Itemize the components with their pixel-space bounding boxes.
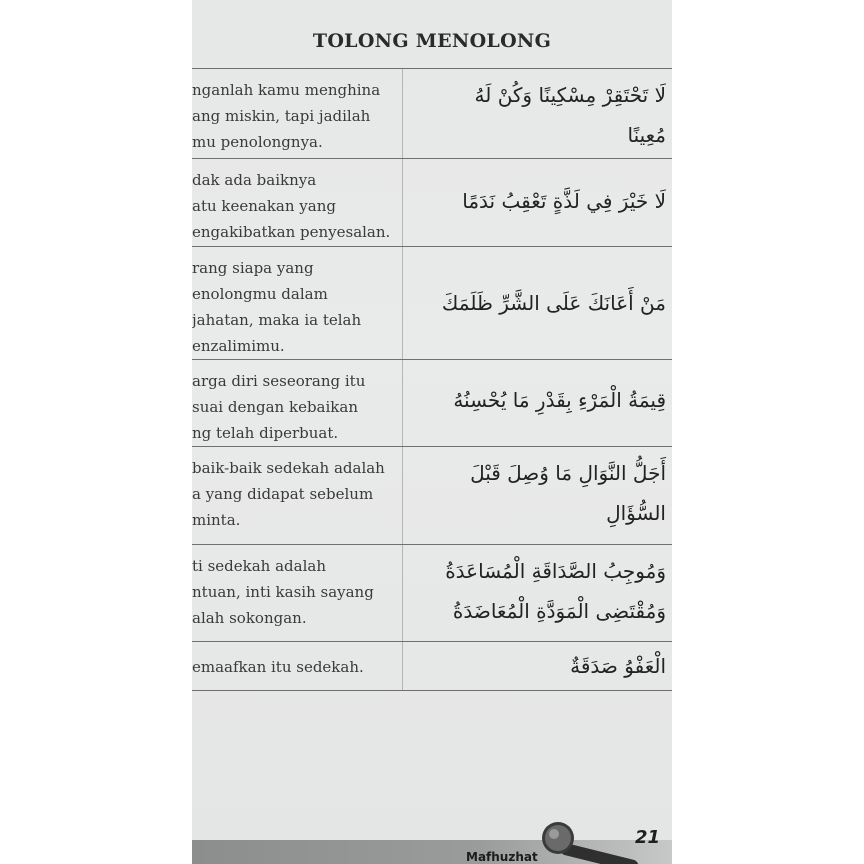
malay-translation — [192, 167, 402, 245]
malay-line: baik-baik sedekah adalah — [192, 459, 385, 477]
column-divider — [402, 642, 403, 690]
arabic-line: وَمُوجِبُ الصَّدَاقَةِ الْمُسَاعَدَةُ — [445, 559, 666, 583]
arabic-proverb — [410, 380, 666, 420]
arabic-line: لَا خَيْرَ فِي لَذَّةٍ تَعْقِبُ نَدَمًا — [462, 189, 666, 213]
malay-line: atu keenakan yang — [192, 197, 336, 215]
malay-translation — [192, 77, 402, 155]
column-divider — [402, 360, 403, 447]
malay-line: arga diri seseorang itu — [192, 372, 366, 390]
malay-line: rang siapa yang — [192, 259, 314, 277]
malay-line: nganlah kamu menghina — [192, 81, 381, 99]
malay-line: engakibatkan penyesalan. — [192, 223, 391, 241]
arabic-proverb — [410, 551, 666, 631]
malay-line: suai dengan kebaikan — [192, 398, 358, 416]
malay-line: a yang didapat sebelum — [192, 485, 374, 503]
proverb-row — [192, 446, 672, 545]
proverb-row — [192, 544, 672, 642]
footer-label: Mafhuzhat — [466, 850, 538, 864]
arabic-proverb — [410, 181, 666, 221]
arabic-line: مُعِينًا — [627, 123, 666, 147]
arabic-proverb — [410, 283, 666, 323]
column-divider — [402, 247, 403, 360]
malay-line: emaafkan itu sedekah. — [192, 658, 364, 676]
malay-translation — [192, 368, 402, 446]
proverb-row — [192, 158, 672, 247]
arabic-line: أَجَلُّ النَّوَالِ مَا وُصِلَ قَبْلَ — [470, 461, 666, 485]
column-divider — [402, 447, 403, 545]
column-divider — [402, 545, 403, 642]
page-title: TOLONG MENOLONG — [312, 30, 552, 52]
malay-translation — [192, 654, 402, 680]
malay-line: ang miskin, tapi jadilah — [192, 107, 371, 125]
malay-line: minta. — [192, 511, 241, 529]
malay-line: mu penolongnya. — [192, 133, 323, 151]
proverb-row — [192, 359, 672, 447]
malay-line: ng telah diperbuat. — [192, 424, 339, 442]
malay-translation — [192, 255, 402, 359]
malay-line: ti sedekah adalah — [192, 557, 326, 575]
proverb-row — [192, 68, 672, 159]
malay-line: ntuan, inti kasih sayang — [192, 583, 374, 601]
arabic-proverb — [410, 646, 666, 686]
arabic-line: وَمُقْتَضِى الْمَوَدَّةِ الْمُعَاضَدَةُ — [452, 599, 666, 623]
malay-line: enolongmu dalam — [192, 285, 328, 303]
malay-line: dak ada baiknya — [192, 171, 317, 189]
column-divider — [402, 69, 403, 159]
column-divider — [402, 159, 403, 247]
arabic-line: مَنْ أَعَانَكَ عَلَى الشَّرِّ ظَلَمَكَ — [441, 291, 666, 315]
proverb-row — [192, 641, 672, 691]
book-page — [192, 0, 672, 864]
arabic-line: السُّؤَالِ — [606, 501, 666, 525]
malay-translation — [192, 553, 402, 631]
malay-line: enzalimimu. — [192, 337, 285, 355]
malay-line: jahatan, maka ia telah — [192, 311, 362, 329]
proverb-row — [192, 246, 672, 360]
page-number: 21 — [634, 827, 660, 848]
arabic-proverb — [410, 453, 666, 533]
arabic-proverb — [410, 75, 666, 155]
microphone-icon — [532, 820, 642, 864]
arabic-line: قِيمَةُ الْمَرْءِ بِقَدْرِ مَا يُحْسِنُهُ — [453, 388, 666, 412]
malay-translation — [192, 455, 402, 533]
malay-line: alah sokongan. — [192, 609, 307, 627]
arabic-line: لَا تَحْتَقِرْ مِسْكِينًا وَكُنْ لَهُ — [474, 83, 666, 107]
arabic-line: الْعَفْوُ صَدَقَةٌ — [570, 654, 666, 678]
